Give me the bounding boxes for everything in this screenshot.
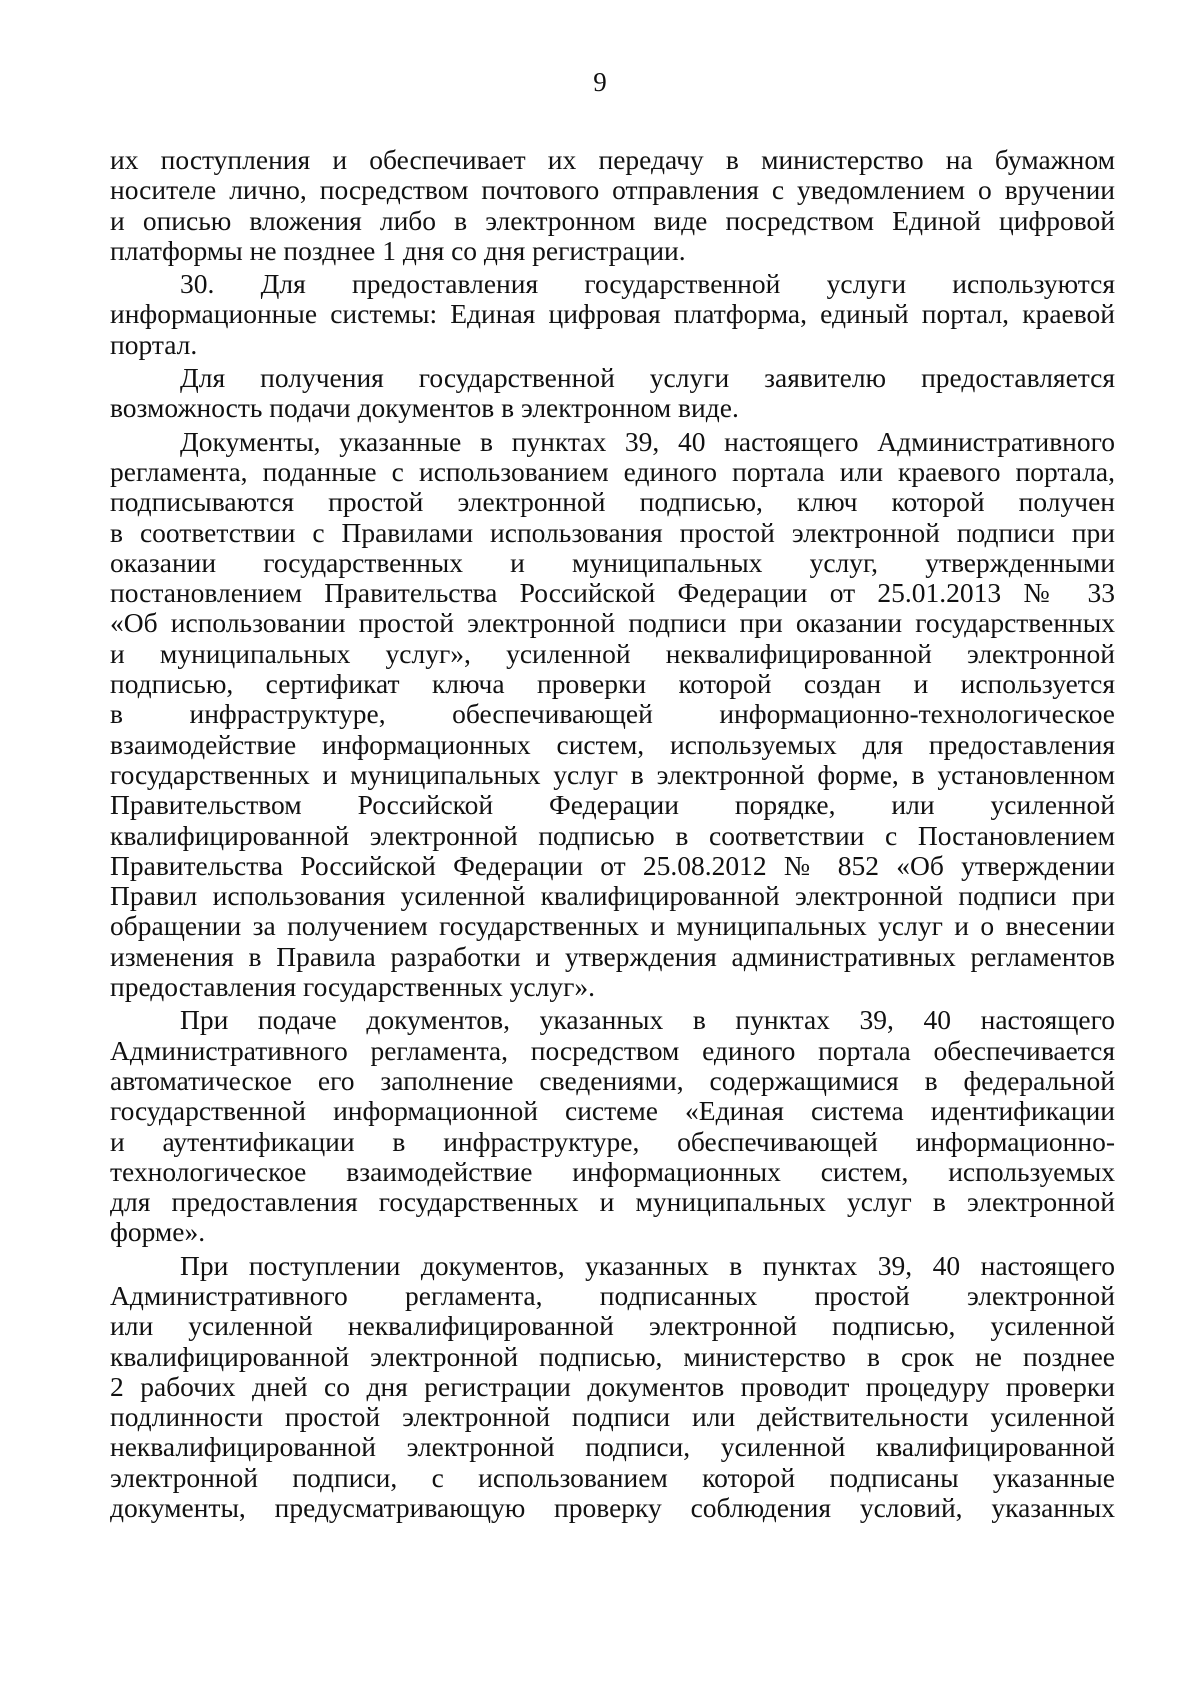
text-line: информационные системы: Единая цифровая платформа, единый портал, краевой [110, 298, 1115, 330]
text-line: регламента, поданные с использованием единого портала или краевого портала, [110, 455, 1115, 487]
text-line: подписью, сертификат ключа проверки которой создан и используется [110, 668, 1115, 700]
text-line: форме». [110, 1216, 206, 1248]
text-line: технологическое взаимодействие информационных систем, используемых [110, 1155, 1115, 1187]
text-line: государственной информационной системе «Единая система идентификации [110, 1095, 1115, 1127]
paragraph [110, 427, 1115, 1003]
text-line: или усиленной неквалифицированной электронной подписью, усиленной [110, 1310, 1115, 1342]
page-number: 9 [593, 67, 607, 97]
text-line: подлинности простой электронной подписи или действительности усиленной [110, 1401, 1115, 1433]
text-line: и муниципальных услуг», усиленной неквалифицированной электронной [110, 637, 1115, 669]
text-line: квалифицированной электронной подписью в соответствии с Постановлением [110, 819, 1115, 851]
text-line: постановлением Правительства Российской Федерации от 25.01.2013 № 33 [110, 577, 1115, 609]
text-line: Административного регламента, подписанных простой электронной [110, 1279, 1115, 1311]
paragraph [110, 1005, 1115, 1247]
paragraph [110, 269, 1115, 360]
text-line: подписываются простой электронной подписью, ключ которой получен [110, 486, 1115, 518]
text-line: Административного регламента, посредством единого портала обеспечивается [110, 1034, 1115, 1066]
text-line: Правил использования усиленной квалифицированной электронной подписи при [110, 880, 1115, 912]
paragraph [110, 363, 1115, 424]
text-line: квалифицированной электронной подписью, министерство в срок не позднее [110, 1340, 1115, 1372]
text-line: автоматическое его заполнение сведениями, содержащимися в федеральной [110, 1064, 1115, 1096]
text-line: их поступления и обеспечивает их передачу в министерство на бумажном [110, 144, 1115, 175]
text-line: и аутентификации в инфраструктуре, обеспечивающей информационно- [110, 1125, 1115, 1157]
text-line: в соответствии с Правилами использования простой электронной подписи при [110, 516, 1115, 548]
text-line: «Об использовании простой электронной подписи при оказании государственных [110, 607, 1115, 639]
text-line: При поступлении документов, указанных в пунктах 39, 40 настоящего [180, 1249, 1115, 1281]
text-line: государственных и муниципальных услуг в электронной форме, в установленном [110, 758, 1115, 790]
text-line: 30. Для предоставления государственной услуги используются [180, 268, 1115, 300]
text-line: изменения в Правила разработки и утверждения административных регламентов [110, 940, 1115, 972]
text-line: носителе лично, посредством почтового отправления с уведомлением о вручении [110, 174, 1115, 206]
text-line: оказании государственных и муниципальных услуг, утвержденными [110, 546, 1115, 578]
document-body [110, 145, 1115, 1526]
text-line: неквалифицированной электронной подписи, усиленной квалифицированной [110, 1431, 1115, 1463]
text-line: электронной подписи, с использованием которой подписаны указанные [110, 1461, 1115, 1493]
text-line: портал. [110, 328, 198, 360]
paragraph [110, 1251, 1115, 1524]
text-line: документы, предусматривающую проверку соблюдения условий, указанных [110, 1492, 1115, 1524]
text-line: и описью вложения либо в электронном виде посредством Единой цифровой [110, 204, 1115, 236]
text-line: взаимодействие информационных систем, используемых для предоставления [110, 728, 1115, 760]
text-line: в инфраструктуре, обеспечивающей информационно-технологическое [110, 698, 1115, 730]
text-line: Правительством Российской Федерации порядке, или усиленной [110, 789, 1115, 821]
text-line: предоставления государственных услуг». [110, 971, 595, 1003]
paragraph [110, 145, 1115, 266]
text-line: для предоставления государственных и муниципальных услуг в электронной [110, 1186, 1115, 1218]
text-line: платформы не позднее 1 дня со дня регистрации. [110, 234, 686, 266]
text-line: При подаче документов, указанных в пунктах 39, 40 настоящего [180, 1004, 1115, 1036]
text-line: возможность подачи документов в электронном виде. [110, 392, 739, 424]
text-line: 2 рабочих дней со дня регистрации документов проводит процедуру проверки [110, 1370, 1115, 1402]
text-line: Для получения государственной услуги заявителю предоставляется [180, 362, 1115, 394]
text-line: Правительства Российской Федерации от 25.08.2012 № 852 «Об утверждении [110, 849, 1115, 881]
text-line: Документы, указанные в пунктах 39, 40 настоящего Административного [180, 425, 1115, 457]
text-line: обращении за получением государственных и муниципальных услуг и о внесении [110, 910, 1115, 942]
